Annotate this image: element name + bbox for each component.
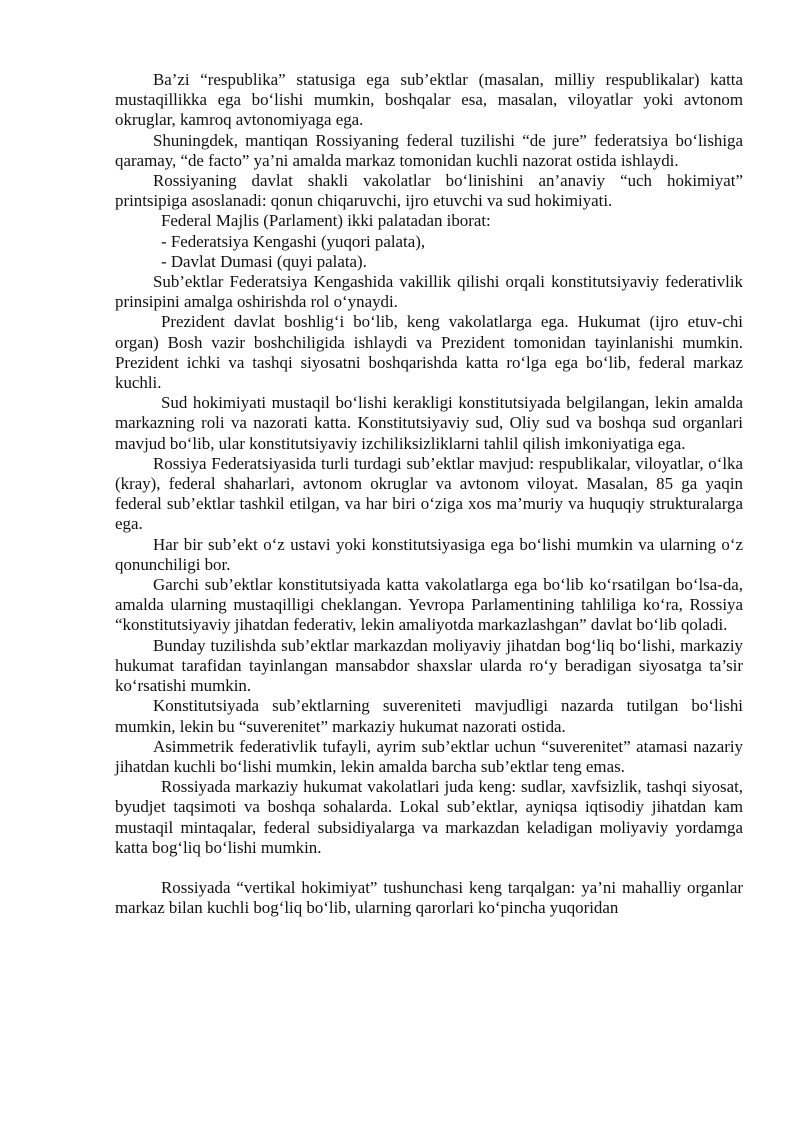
paragraph-suverenitet: Konstitutsiyada sub’ektlarning suvereniteti mavjudligi nazarda tutilgan bo‘lishi mumkin, lekin bu “suverenitet” markaziy hukumat nazorati ostida. xyxy=(115,696,743,736)
paragraph-ustav: Har bir sub’ekt o‘z ustavi yoki konstitutsiyasiga ega bo‘lishi mumkin va ularning o‘z qonunchiligi bor. xyxy=(115,534,743,574)
paragraph-federal-majlis: Federal Majlis (Parlament) ikki palatadan iborat: xyxy=(161,211,491,231)
paragraph-moliyaviy-bogliqlik: Bunday tuzilishda sub’ektlar markazdan moliyaviy jihatdan bog‘liq bo‘lishi, markaziy hukumat tarafidan tayinlangan mansabdor shaxslar ularda ro‘y beradigan siyosatga ta’sir ko‘rsatishi mumkin. xyxy=(115,635,743,696)
paragraph-de-jure: Shuningdek, mantiqan Rossiyaning federal tuzilishi “de jure” federatsiya bo‘lishiga qaramay, “de facto” ya’ni amalda markaz tomonidan kuchli nazorat ostida ishlaydi. xyxy=(115,130,743,170)
paragraph-vertikal-hokimiyat: Rossiyada “vertikal hokimiyat” tushunchasi keng tarqalgan: ya’ni mahalliy organlar markaz bilan kuchli bog‘liq bo‘lib, ularning qarorlari ko‘pincha yuqoridan xyxy=(115,877,743,918)
list-item-davlat-dumasi: - Davlat Dumasi (quyi palata). xyxy=(161,251,367,271)
paragraph-markaziy-vakolatlar: Rossiyada markaziy hukumat vakolatlari juda keng: sudlar, xavfsizlik, tashqi siyosat, byudjet taqsimoti va boshqa sohalarda. Lokal sub’ektlar, ayniqsa iqtisodiy jihatdan kam mustaqil mintaqalar, federal subsidiyalarga va markazdan keladigan moliyaviy yordamga katta bog‘liq bo‘lishi mumkin. xyxy=(115,777,743,857)
paragraph-mustaqillik-cheklangan: Garchi sub’ektlar konstitutsiyada katta vakolatlarga ega bo‘lib ko‘rsatilgan bo‘lsa-da, amalda ularning mustaqilligi cheklangan. Yevropa Parlamentining tahliliga ko‘ra, Rossiya “konstitutsiyaviy jihatdan federativ, lekin amaliyotda markazlashgan” davlat bo‘lib qoladi. xyxy=(115,575,743,635)
paragraph-subekt-turlari: Rossiya Federatsiyasida turli turdagi sub’ektlar mavjud: respublikalar, viloyatlar, o‘lka (kray), federal shaharlari, avtonom okruglar va avtonom viloyat. Masalan, 85 ga yaqin federal sub’ektlar tashkil etilgan, va har biri o‘ziga xos ma’muriy va huquqiy strukturalarga ega. xyxy=(115,453,743,534)
paragraph-sud-hokimiyati: Sud hokimiyati mustaqil bo‘lishi kerakligi konstitutsiyada belgilangan, lekin amalda markazning roli va nazorati katta. Konstitutsiyaviy sud, Oliy sud va boshqa sud organlari mavjud bo‘lib, ular konstitutsiyaviy izchiliksizliklarni tahlil qilish imkoniyatiga ega. xyxy=(115,393,743,453)
list-item-federatsiya-kengashi: - Federatsiya Kengashi (yuqori palata), xyxy=(161,231,426,251)
paragraph-subektlar-vakillik: Sub’ektlar Federatsiya Kengashida vakillik qilishi orqali konstitutsiyaviy federativlik prinsipini amalga oshirishda rol o‘ynaydi. xyxy=(115,272,743,312)
paragraph-asimmetrik: Asimmetrik federativlik tufayli, ayrim sub’ektlar uchun “suverenitet” atamasi nazariy jihatdan kuchli bo‘lishi mumkin, lekin amalda barcha sub’ektlar teng emas. xyxy=(115,736,743,776)
paragraph-respublika-status: Ba’zi “respublika” statusiga ega sub’ektlar (masalan, milliy respublikalar) katta mustaqillikka ega bo‘lishi mumkin, boshqalar esa, masalan, viloyatlar yoki avtonom okruglar, kamroq avtonomiyaga ega. xyxy=(115,70,743,130)
paragraph-uch-hokimiyat: Rossiyaning davlat shakli vakolatlar bo‘linishini an’anaviy “uch hokimiyat” printsipiga asoslanadi: qonun chiqaruvchi, ijro etuvchi va sud hokimiyati. xyxy=(115,171,743,211)
document-body xyxy=(115,70,743,918)
paragraph-prezident: Prezident davlat boshlig‘i bo‘lib, keng vakolatlarga ega. Hukumat (ijro etuv-chi organ) Bosh vazir boshchiligida ishlaydi va Prezident tomonidan tayinlanishi mumkin. Prezident ichki va tashqi siyosatni boshqarishda katta ro‘lga ega bo‘lib, federal markaz kuchli. xyxy=(115,312,743,393)
